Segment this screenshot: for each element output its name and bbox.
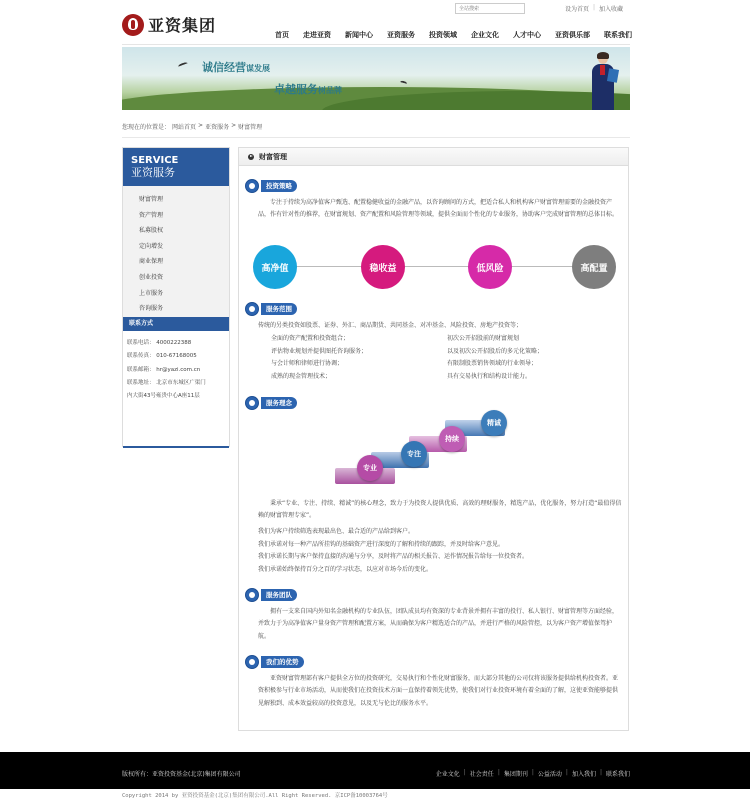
footer-owner: 版权所有：亚资投资基金(北京)集团有限公司 <box>122 771 241 778</box>
nav-about[interactable]: 走进亚资 <box>303 31 331 39</box>
section-icon <box>245 396 259 410</box>
section-heading-team <box>245 588 297 602</box>
slogan-main: 卓越服务 <box>274 83 318 96</box>
section-label: 投资策略 <box>261 180 297 192</box>
slogan-small: 树品牌 <box>318 86 342 95</box>
page-title: 财富管理 <box>259 152 287 161</box>
content-header <box>239 148 628 166</box>
step-badge: 专注 <box>401 441 427 467</box>
main-content <box>238 147 629 731</box>
scope-item: 评估物业规划并提供图托咨询服务； <box>271 347 368 355</box>
nav-club[interactable]: 亚资俱乐部 <box>555 31 590 39</box>
breadcrumb-current: 财富管理 <box>238 124 263 131</box>
divider: | <box>531 769 534 776</box>
footer-link-join[interactable]: 加入我们 <box>571 771 596 778</box>
sidebar-item-ipo[interactable]: 上市服务 <box>139 289 164 297</box>
top-links <box>565 4 623 13</box>
footer <box>0 752 750 789</box>
step-badge: 持续 <box>439 426 465 452</box>
section-icon <box>245 588 259 602</box>
step-badge: 精诚 <box>481 410 507 436</box>
footer-link-contact[interactable]: 联系我们 <box>605 771 630 778</box>
footer-link-charity[interactable]: 公益活动 <box>537 771 562 778</box>
section-heading-scope <box>245 302 297 316</box>
contact-info <box>123 331 229 403</box>
breadcrumb-sep: > <box>198 122 204 129</box>
nav-investment[interactable]: 投资领域 <box>429 31 457 39</box>
section-label: 服务理念 <box>261 397 297 409</box>
scope-intro: 传统的另类投资如股票、证券、外汇、商品期货、共同基金、对冲基金、风险投资、房地产投资等； <box>258 322 523 329</box>
logo-icon <box>122 14 144 36</box>
contact-fax: 联系传真： 010-67168005 <box>127 353 197 360</box>
copyright: Copyright 2014 by 亚资投资基金(北京)集团有限公司.All Right Reserved. 京ICP备10003764号 <box>122 793 388 799</box>
sidebar-title-en: SERVICE <box>131 155 179 166</box>
philosophy-point: 我们承诺对每一种产品所挂钩的基础资产进行深度的了解和持续的跟踪，并及时给客户意见。 <box>258 540 505 548</box>
philosophy-text: 秉承“专业、专注、持续、精诚”的核心理念，致力于为投资人提供优质、高效的理财服务，精选产品，优化服务，努力打造“最值得信赖的财富管理专家”。 <box>258 500 622 520</box>
divider: | <box>463 769 466 776</box>
section-heading-philosophy <box>245 396 297 410</box>
sidebar-menu <box>123 186 229 317</box>
sidebar-item-consulting[interactable]: 咨询服务 <box>139 305 164 313</box>
logo[interactable] <box>122 13 216 36</box>
sidebar-item-factoring[interactable]: 商业保理 <box>139 258 164 266</box>
divider: | <box>593 4 596 11</box>
section-heading-strategy <box>245 179 297 193</box>
pillar-circle: 稳收益 <box>361 245 405 289</box>
scope-right-list <box>447 333 543 383</box>
nav-talent[interactable]: 人才中心 <box>513 31 541 39</box>
breadcrumb-services[interactable]: 亚资服务 <box>205 124 230 131</box>
section-icon <box>245 179 259 193</box>
pillar-circle: 低风险 <box>468 245 512 289</box>
divider: | <box>599 769 602 776</box>
breadcrumb-sep: > <box>231 122 237 129</box>
nav-culture[interactable]: 企业文化 <box>471 31 499 39</box>
scope-item: 全面的资产配置和投资组合； <box>271 335 350 342</box>
set-homepage-link[interactable]: 设为首页 <box>565 6 590 13</box>
banner-person-image <box>590 53 616 110</box>
contact-phone: 联系电话： 4000222388 <box>127 340 192 346</box>
section-label: 我们的优势 <box>261 656 304 668</box>
nav-news[interactable]: 新闻中心 <box>345 31 373 39</box>
sidebar-item-pe[interactable]: 私募股权 <box>139 227 164 235</box>
slogan-small: 谋发展 <box>246 64 270 73</box>
sidebar-item-wealth[interactable]: 财富管理 <box>139 196 164 203</box>
sidebar-title-cn: 亚资服务 <box>131 166 175 179</box>
breadcrumb <box>122 122 262 131</box>
section-icon <box>245 655 259 669</box>
pillar-circle: 高净值 <box>253 245 297 289</box>
pillar-connector <box>275 266 595 267</box>
logo-text: 亚资集团 <box>148 16 217 35</box>
nav-home[interactable]: 首页 <box>275 31 289 39</box>
advantage-text: 亚资财富管理部有客户提供全方位的投资研究，交易执行和个性化财富服务，而大部分其他的公司仅将该服务提供给机构投资者。亚资积极参与行业市场活动，从而使我们在投资技术方面一直保持着领先优势，使我们对行业投资环境有着全面的了解，这使亚资能够提供见解独到、成本效益较高的投资意见，以及无与伦比的服务水平。 <box>258 675 619 707</box>
contact-email: 联系邮箱： hr@yazi.com.cn <box>127 366 201 373</box>
hero-banner <box>122 47 630 110</box>
scope-item: 与会计师和律师进行协调； <box>271 360 344 368</box>
slogan-main: 诚信经营 <box>202 61 246 74</box>
breadcrumb-home[interactable]: 网站首页 <box>172 124 197 131</box>
divider: | <box>497 769 500 776</box>
nav-services[interactable]: 亚资服务 <box>387 31 415 39</box>
section-label: 服务团队 <box>261 589 297 601</box>
sidebar-header <box>123 148 229 186</box>
banner-slogan-2 <box>274 81 342 97</box>
nav-divider <box>122 44 630 45</box>
bird-icon <box>178 61 189 68</box>
strategy-text: 专注于持续为高净值客户甄选、配置稳健收益的金融产品，以咨询顾问的方式，把适合私人和机构客户财富管理需要的金融投资产品，作有针对性的推荐，在财富规划、资产配置和风险管理等领域，提供全面而个性化的专业服务，协助客户完成财富管理的总体目标。 <box>258 199 619 219</box>
scope-item: 成熟的现金管理技术； <box>271 372 332 380</box>
sidebar <box>122 147 230 447</box>
section-label: 服务范围 <box>261 303 297 315</box>
contact-address: 联系地址： 北京市东城区广渠门 <box>127 379 206 386</box>
footer-link-responsibility[interactable]: 社会责任 <box>469 771 494 778</box>
contact-address-2: 内大街43号雍贵中心A座11层 <box>127 393 200 400</box>
contact-header: 联系方式 <box>123 317 229 331</box>
breadcrumb-divider <box>122 137 630 138</box>
nav-contact[interactable]: 联系我们 <box>604 31 632 39</box>
divider: | <box>565 769 568 776</box>
step-badge: 专业 <box>357 455 383 481</box>
philosophy-point: 我们承诺长期与客户保持直接的沟通与分享，及时将产品的相关报告、运作情况报告给每一位投资者。 <box>258 553 529 561</box>
scope-item: 初次公开招股前的财富规划 <box>447 335 520 342</box>
section-icon <box>245 302 259 316</box>
sidebar-item-asset[interactable]: 资产管理 <box>139 211 164 219</box>
pillar-circle: 高配置 <box>572 245 616 289</box>
sidebar-item-venture[interactable]: 创业投资 <box>139 273 164 281</box>
banner-slogan-1 <box>202 59 270 75</box>
main-nav <box>268 30 639 40</box>
breadcrumb-prefix: 您现在的位置是： <box>122 124 171 131</box>
footer-link-journal[interactable]: 集团期刊 <box>503 771 528 778</box>
philosophy-point: 我们承诺始终保持百分之百的学习状态，以应对市场今后的变化。 <box>258 565 433 573</box>
sidebar-bottom-bar <box>123 446 229 448</box>
team-text: 拥有一支来自国内外知名金融机构的专业队伍，团队成员均有资深的专业背景并拥有丰富的投行、私人银行、财富管理等方面经验，并致力于为高净值客户量身资产管理和配置方案，从而确保为客户精选适合的产品，并进行严格的风险管控，以为客户资产增值保驾护航。 <box>258 608 619 640</box>
scope-item: 有限制股票销售领域的行业领导； <box>447 360 538 368</box>
scope-left-list <box>271 333 367 383</box>
scope-item: 以及初次公开招股后的多元化策略； <box>447 347 544 355</box>
add-favorite-link[interactable]: 加入收藏 <box>599 6 624 13</box>
section-heading-advantage <box>245 655 304 669</box>
sidebar-item-placement[interactable]: 定向增发 <box>139 242 164 250</box>
footer-links <box>436 769 630 778</box>
footer-link-culture[interactable]: 企业文化 <box>435 771 460 778</box>
search-input[interactable] <box>455 3 525 14</box>
philosophy-point: 我们为客户持续筛选表现最出色、最合适的产品给到客户。 <box>258 528 415 535</box>
play-circle-icon <box>248 154 254 160</box>
bird-icon <box>400 80 408 86</box>
philosophy-points <box>258 526 528 576</box>
scope-item: 具有交易执行和结构设计能力。 <box>447 372 532 380</box>
